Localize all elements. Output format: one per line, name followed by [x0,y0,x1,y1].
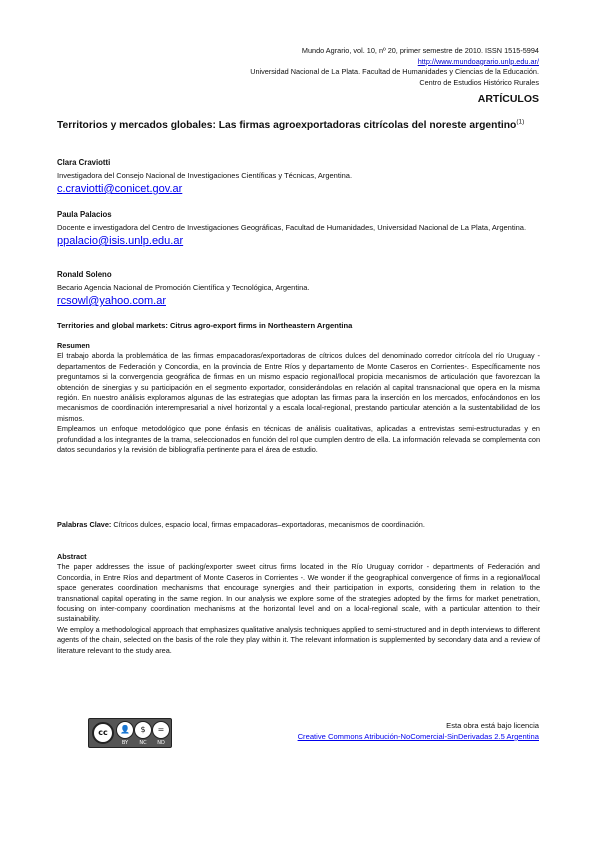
keywords [57,520,540,530]
author-email-link[interactable]: ppalacio@isis.unlp.edu.ar [57,235,184,247]
resumen-paragraph: Empleamos un enfoque metodológico que pone énfasis en técnicas de análisis cualitativas, aplicadas a entrevistas semi-estructuradas y en profundidad a los integrantes de la trama, seleccionados en función del rol que cumplen dentro de ella. La información relevada se complementa con datos secundarios y la revisión de bibliografía pertinente para el área de estudio. [57,424,540,455]
keywords-text: Cítricos dulces, espacio local, firmas empacadoras–exportadoras, mecanismos de coordinación. [113,520,425,529]
cc-logo-icon: cc [92,722,114,744]
center-line: Centro de Estudios Histórico Rurales [419,77,539,87]
badge-label: ND [157,740,165,746]
author-name: Paula Palacios [57,210,112,219]
creative-commons-badge-icon[interactable] [88,718,172,748]
journal-url-link[interactable]: http://www.mundoagrario.unlp.edu.ar/ [417,56,539,66]
license-link[interactable]: Creative Commons Atribución-NoComercial-SinDerivadas 2.5 Argentina [297,732,539,741]
section-label: ARTÍCULOS [477,93,539,105]
abstract-heading: Abstract [57,552,87,561]
author-name: Clara Craviotti [57,158,111,167]
english-title: Territories and global markets: Citrus agro-export firms in Northeastern Argentina [57,321,353,330]
keywords-label: Palabras Clave: [57,520,112,529]
license-notice [209,720,539,742]
author-affiliation: Investigadora del Consejo Nacional de Investigaciones Científicas y Técnicas, Argentina. [57,170,353,180]
abstract-paragraph: We employ a methodological approach that emphasizes qualitative analysis techniques applied to semi-structured and in depth interviews to different agents of the chain, selected on the basis of the role they play within it. The relevant information is supplemented by secondary data and a review of literature relevant to the study area. [57,624,540,655]
author-block [57,158,542,196]
resumen-section [57,341,540,455]
license-text: Esta obra está bajo licencia [446,721,539,730]
title-footnote-mark: (1) [516,118,525,126]
author-block [57,210,542,248]
journal-header [119,46,539,88]
author-email-link[interactable]: rcsowl@yahoo.com.ar [57,295,166,307]
article-title-text: Territorios y mercados globales: Las firmas agroexportadoras citrícolas del noreste argentino [57,120,517,131]
noderivatives-icon: = [152,721,170,739]
author-affiliation: Docente e investigadora del Centro de Investigaciones Geográficas, Facultad de Humanidades, Universidad Nacional de La Plata, Argentina. [57,222,527,232]
by-person-icon: 👤 [116,721,134,739]
article-title [57,119,542,132]
abstract-section [57,552,540,656]
noncommercial-icon: $ [134,721,152,739]
author-email-link[interactable]: c.craviotti@conicet.gov.ar [57,183,183,195]
resumen-paragraph: El trabajo aborda la problemática de las firmas empacadoras/exportadoras de cítricos dulces del denominado corredor citrícola del río Uruguay -departamentos de Federación y Concordia, en la provincia de Entre Ríos y departamento de Monte Caseros en Corrientes-. Específicamente nos preguntamos si la convergencia geográfica de firmas en un mismo espacio regional/local propicia mecanismos de articulación que favorezcan la obtención de sinergias y su participación en el segmento exportador, considerándolas en relación al capital transnacional que opera en la misma región. En nuestro análisis exploramos algunas de las estrategias que adoptan las firmas para la inserción en los mercados, enfocándonos en los mecanismos de coordinación interempresarial a nivel horizontal y a escala local-regional, prestando particular atención a la sustentabilidad de los mismos. [57,351,540,423]
badge-label: NC [139,740,147,746]
badge-label: BY [121,740,129,746]
author-name: Ronald Soleno [57,270,112,279]
university-line: Universidad Nacional de La Plata. Facultad de Humanidades y Ciencias de la Educación. [250,67,539,76]
abstract-paragraph: The paper addresses the issue of packing/exporter sweet citrus firms located in the Río Uruguay corridor - departments of Federación and Concordia, in Entre Ríos and department of Monte Caseros in Corrientes -. We wonder if the geographical convergence of firms in a regional/local space generates coordination mechanisms that encourage synergies and their participation in exports, considering them in relation to the transnational capital operating in the same region. In our analysis we explore some of the strategies adopted by the firms for market penetration, focusing on inter-company coordination mechanisms at the horizontal level and on a local-regional scale, with a particular attention to their sustainability. [57,562,540,624]
author-affiliation: Becario Agencia Nacional de Promoción Científica y Tecnológica, Argentina. [57,282,310,292]
author-block [57,270,542,308]
resumen-heading: Resumen [57,341,90,350]
journal-citation: Mundo Agrario, vol. 10, nº 20, primer semestre de 2010. ISSN 1515-5994 [301,46,539,55]
